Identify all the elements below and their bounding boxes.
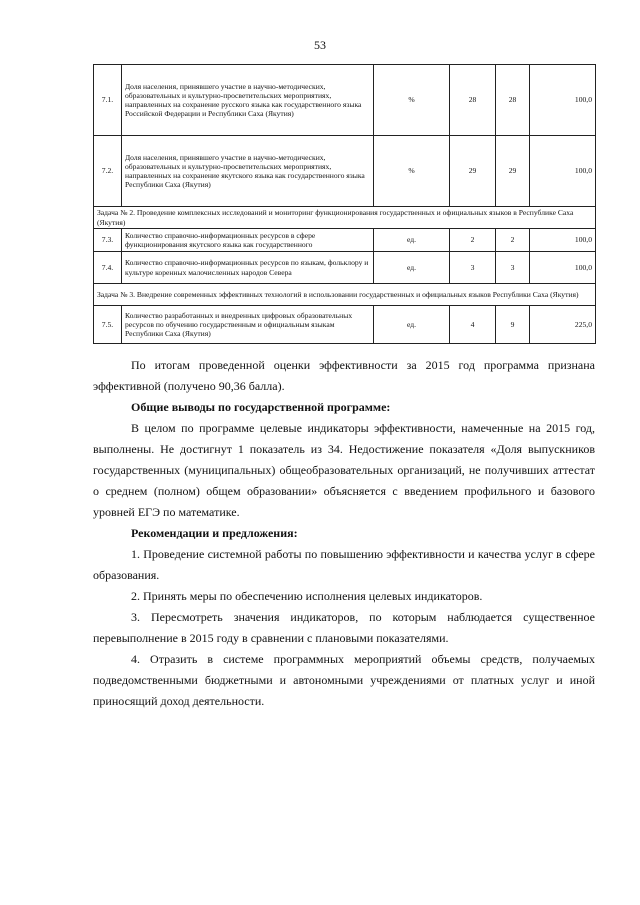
recommendations-heading: Рекомендации и предложения:	[131, 526, 298, 540]
recommendation-item: 1. Проведение системной работы по повышению эффективности и качества услуг в сфере образования.	[93, 547, 595, 582]
percent-value: 100,0	[530, 252, 596, 284]
fact-value: 2	[496, 229, 530, 252]
recommendation-item: 2. Принять меры по обеспечению исполнения целевых индикаторов.	[131, 589, 483, 603]
plan-value: 2	[450, 229, 496, 252]
indicator-description: Доля населения, принявшего участие в научно-методических, образовательных и культурно-просветительских мероприятиях, направленных на сохранение русского языка как государственного языка Российской Федерации и Республики Саха (Якутия)	[122, 65, 374, 136]
table-row	[94, 136, 596, 207]
fact-value: 3	[496, 252, 530, 284]
recommendation-item: 3. Пересмотреть значения индикаторов, по которым наблюдается существенное перевыполнение в 2015 году в сравнении с плановыми показателями.	[93, 610, 595, 645]
unit-cell: ед.	[374, 252, 450, 284]
plan-value: 29	[450, 136, 496, 207]
indicator-description: Количество справочно-информационных ресурсов по языкам, фольклору и культуре коренных малочисленных народов Севера	[122, 252, 374, 284]
body-text	[93, 355, 595, 712]
row-number: 7.4.	[94, 252, 122, 284]
table-row-task	[94, 207, 596, 229]
row-number: 7.1.	[94, 65, 122, 136]
indicator-description: Количество справочно-информационных ресурсов в сфере функционирования якутского языка как государственного	[122, 229, 374, 252]
conclusions-paragraph: В целом по программе целевые индикаторы эффективности, намеченные на 2015 год, выполнены. Не достигнут 1 показатель из 34. Недостижение показателя «Доля выпускников государственных (муниципальных) общеобразовательных организаций, не получивших аттестат о среднем (полном) общем образовании» объясняется с введением профильного и базового уровней ЕГЭ по математике.	[93, 421, 595, 519]
evaluation-paragraph: По итогам проведенной оценки эффективности за 2015 год программа признана эффективной (получено 90,36 балла).	[93, 358, 595, 393]
plan-value: 3	[450, 252, 496, 284]
indicator-description: Доля населения, принявшего участие в научно-методических, образовательных и культурно-просветительских мероприятиях, направленных на сохранение якутского языка как государственного языка Республики Саха (Якутия)	[122, 136, 374, 207]
table-row	[94, 252, 596, 284]
page-number: 53	[314, 38, 326, 52]
unit-cell: %	[374, 65, 450, 136]
plan-value: 28	[450, 65, 496, 136]
percent-value: 100,0	[530, 136, 596, 207]
percent-value: 225,0	[530, 306, 596, 344]
task-heading: Задача № 3. Внедрение современных эффективных технологий в использовании государственных и официальных языков Республики Саха (Якутия)	[94, 284, 596, 306]
table-row	[94, 65, 596, 136]
recommendation-item: 4. Отразить в системе программных мероприятий объемы средств, получаемых подведомственными бюджетными и автономными учреждениями от платных услуг и иной приносящий доход деятельности.	[93, 652, 595, 708]
fact-value: 28	[496, 65, 530, 136]
row-number: 7.3.	[94, 229, 122, 252]
fact-value: 9	[496, 306, 530, 344]
indicator-description: Количество разработанных и внедренных цифровых образовательных ресурсов по обучению государственным и официальным языкам Республики Саха (Якутия)	[122, 306, 374, 344]
indicators-table	[93, 64, 596, 344]
percent-value: 100,0	[530, 65, 596, 136]
unit-cell: ед.	[374, 306, 450, 344]
plan-value: 4	[450, 306, 496, 344]
percent-value: 100,0	[530, 229, 596, 252]
unit-cell: %	[374, 136, 450, 207]
row-number: 7.2.	[94, 136, 122, 207]
conclusions-heading: Общие выводы по государственной программе:	[131, 400, 391, 414]
table-row-task	[94, 284, 596, 306]
table-row	[94, 306, 596, 344]
fact-value: 29	[496, 136, 530, 207]
table-row	[94, 229, 596, 252]
task-heading: Задача № 2. Проведение комплексных исследований и мониторинг функционирования государственных и официальных языков в Республике Саха (Якутия)	[94, 207, 596, 229]
row-number: 7.5.	[94, 306, 122, 344]
unit-cell: ед.	[374, 229, 450, 252]
